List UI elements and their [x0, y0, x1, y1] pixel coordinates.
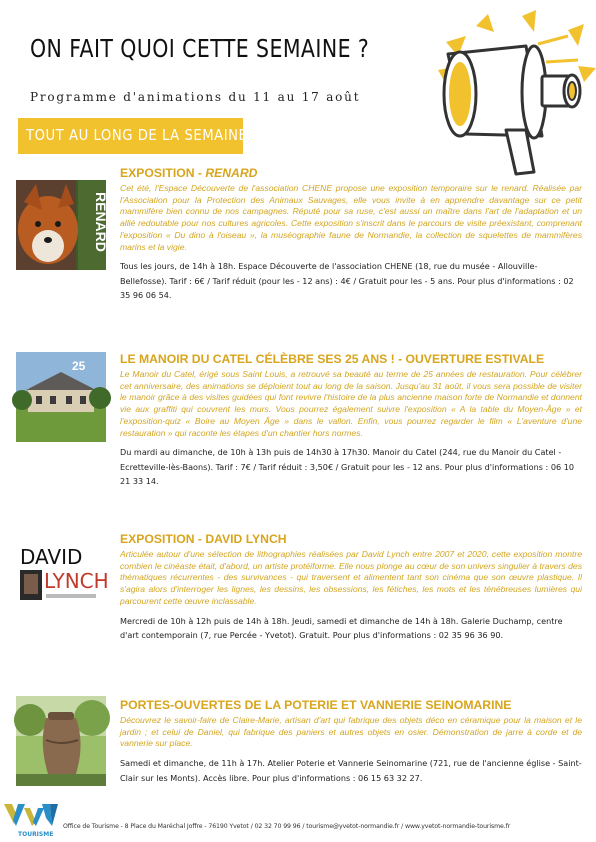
fox-image-label: RENARD — [93, 192, 109, 252]
event-title: EXPOSITION - DAVID LYNCH — [120, 532, 287, 546]
footer-website[interactable]: www.yvetot-normandie-tourisme.fr — [405, 823, 511, 830]
pottery-photo-icon — [16, 696, 106, 786]
event-4-image — [16, 696, 106, 786]
manor-photo-icon — [16, 352, 106, 442]
poster-label-1: DAVID — [20, 545, 83, 569]
event-poterie-vannerie — [120, 698, 582, 785]
event-title: PORTES-OUVERTES DE LA POTERIE ET VANNERIE SEINOMARINE — [120, 698, 512, 712]
event-description: Découvrez le savoir-faire de Claire-Marie, artisan d'art qui fabrique des objets déco en céramique pour la maison et le jardin ; et celui de Daniel, qui fabrique des paniers et autres objets en osier. Démonstration de jarre à corde et de vannerie sur place. — [120, 715, 582, 749]
event-1-image — [16, 180, 109, 270]
section-band — [18, 118, 248, 154]
fox-photo-icon — [16, 180, 109, 270]
poster-label-2: LYNCH — [44, 569, 109, 593]
footer-contact: Office de Tourisme - 8 Place du Maréchal Joffre - 76190 Yvetot / 02 32 70 99 96 / tourisme@yvetot-normandie.fr / www.yvetot-normandie-tourisme.fr — [63, 823, 511, 830]
megaphone-icon — [418, 6, 596, 182]
event-david-lynch — [120, 532, 582, 643]
event-info: Mercredi de 10h à 12h puis de 14h à 18h. Jeudi, samedi et dimanche de 14h à 18h. Galerie Duchamp, centre d'art contemporain (7, rue Percée - Yvetot). Gratuit. Pour plus d'informations : 02 35 96 36 90. — [120, 615, 563, 641]
event-description: Articulée autour d'une sélection de lithographies réalisées par David Lynch entre 2007 et 2020, cette exposition montre combien le cinéaste était, d'abord, un artiste protéiforme. Elle nous plonge au cœur de son univers singulier à travers des thématiques récurrentes - des survivances - qui traversent et alimentent tant son cinéma que son œuvre plastique. Il s'agira alors d'interroger les lignes, les dessins, les obsessions, les fétiches, les mots et les ténébreuses lumières qui parcourent cette œuvre inclassable. — [120, 549, 582, 606]
manor-image-label: 25 — [72, 359, 86, 373]
event-description: Le Manoir du Catel, érigé sous Saint Louis, a retrouvé sa beauté au terme de 25 années de restauration. Pour célébrer cet anniversaire, des animations se déploient tout au long de la saison. Jusqu'au 31 août, il vous sera possible de visiter le manoir grâce à des visites guidées qui font revivre l'histoire de la plus ancienne maison forte de Normandie et donnent vie aux graffiti qui couvrent les murs. Vous pourrez également suivre l'exposition « A la table du Moyen-Âge » et l'exposition-quiz « Boire au Moyen Âge » dans le vallon. Enfin, vous pourrez regarder le film « L'aventure d'une restauration » qui raconte les étapes d'un chantier hors normes. — [120, 369, 582, 438]
event-3-image — [18, 540, 109, 610]
event-description: Cet été, l'Espace Découverte de l'association CHENE propose une exposition temporaire sur le renard. Réalisée par l'Association pour la Protection des Animaux Sauvages, elle vous invite à en apprendre davantage sur ce petit mammifère bien connu de nos campagnes. Réputé pour sa ruse, c'est aussi un maître dans l'art de l'adaptation et un allié redoutable pour nos cultures agricoles. Cette exposition s'inscrit dans le parcours de visite préexistant, comprenant l'exposition « Du dino à l'oiseau », la muséographie faune de Normandie, la collection de squelettes de mammifères marins et la vigie. — [120, 183, 582, 252]
event-info: Tous les jours, de 14h à 18h. Espace Découverte de l'association CHENE (18, rue du musée - Allouville-Bellefosse). Tarif : 6€ / Tarif réduit (pour les - 12 ans) : 4€ / Gratuit pour les - 5 ans. Pour plus d'informations : 02 35 96 06 54. — [120, 261, 574, 301]
tourism-logo-icon — [4, 804, 58, 838]
logo-text: TOURISME — [18, 831, 54, 838]
event-renard — [120, 166, 582, 303]
footer-office: Office de Tourisme - 8 Place du Maréchal Joffre - 76190 Yvetot — [63, 823, 249, 830]
page-subtitle: Programme d'animations du 11 au 17 août — [30, 90, 361, 104]
event-title: LE MANOIR DU CATEL CÉLÈBRE SES 25 ANS ! - OUVERTURE ESTIVALE — [120, 352, 545, 366]
event-manoir-catel — [120, 352, 582, 489]
event-title: EXPOSITION - RENARD — [120, 166, 258, 180]
page-title: ON FAIT QUOI CETTE SEMAINE ? — [30, 34, 370, 63]
section-band-label: TOUT AU LONG DE LA SEMAINE — [26, 126, 248, 144]
event-info: Du mardi au dimanche, de 10h à 13h puis de 14h30 à 17h30. Manoir du Catel (244, rue du Manoir du Catel - Ecretteville-lès-Baons). Tarif : 7€ / Tarif réduit : 3,50€ / Gratuit pour les - 12 ans. Pour plus d'informations : 06 10 21 33 14. — [120, 447, 575, 487]
david-lynch-poster-icon — [18, 540, 109, 610]
event-2-image — [16, 352, 106, 442]
footer-email[interactable]: tourisme@yvetot-normandie.fr — [306, 823, 400, 830]
footer-phone: 02 32 70 99 96 — [254, 823, 301, 830]
event-info: Samedi et dimanche, de 11h à 17h. Atelier Poterie et Vannerie Seinomarine (721, rue de l'ancienne église - Saint-Clair sur les Monts). Accès libre. Pour plus d'informations : 06 15 63 32 27. — [120, 758, 582, 783]
